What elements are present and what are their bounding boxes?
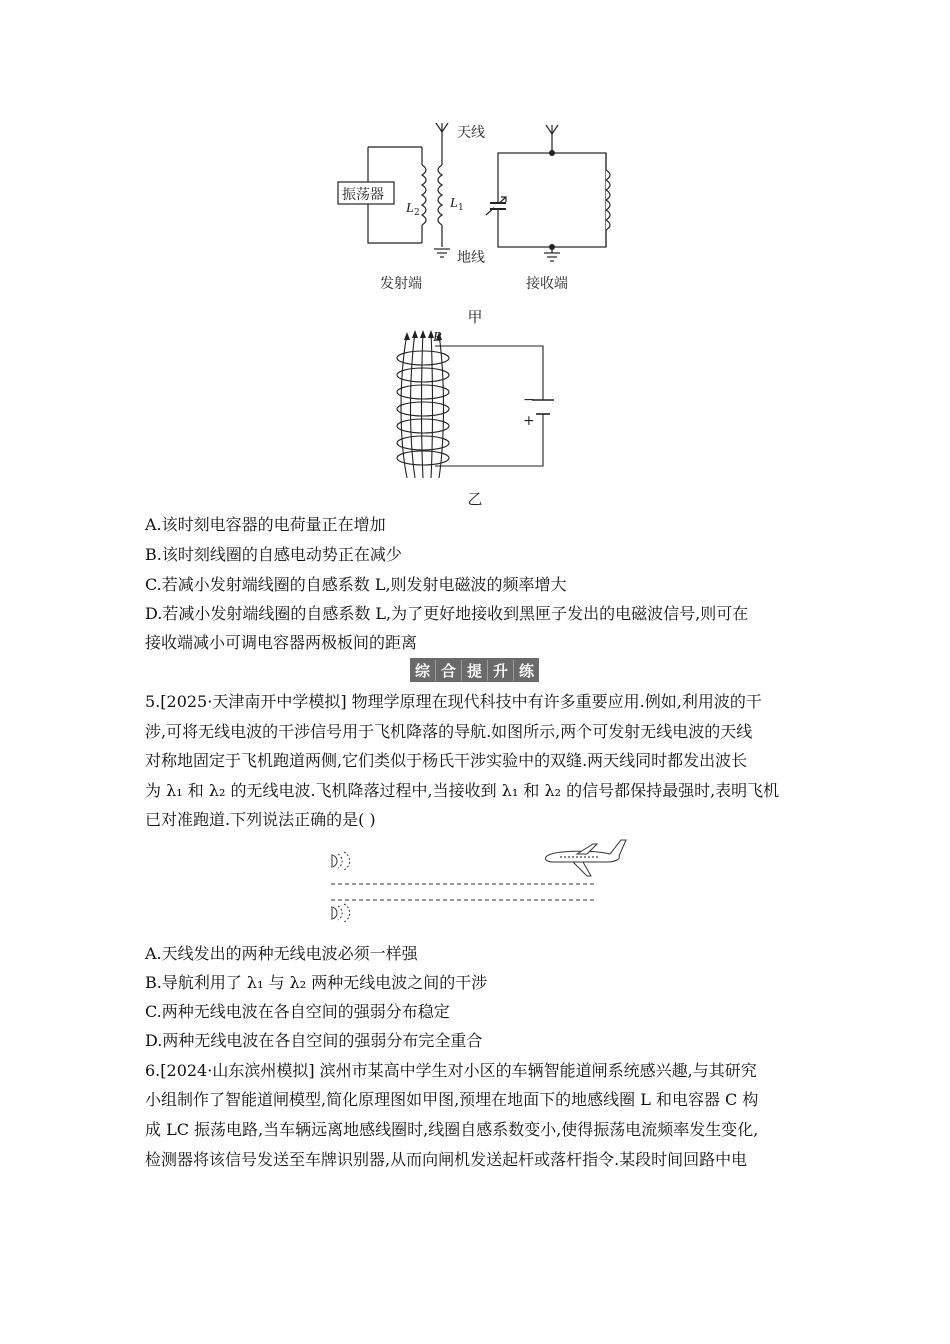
q4-option-b: B.该时刻线圈的自感电动势正在减少 — [145, 545, 402, 564]
section-banner — [410, 658, 539, 682]
figure-jia — [330, 115, 630, 305]
airplane-icon — [545, 840, 626, 876]
banner-char: 综 — [410, 660, 436, 681]
receiver-label: 接收端 — [526, 276, 568, 292]
runway-figure — [325, 832, 625, 932]
battery-minus-label: − — [523, 392, 535, 408]
figure-jia-caption: 甲 — [467, 308, 483, 326]
q5-line-5: 已对准跑道.下列说法正确的是( ) — [145, 810, 376, 829]
q4-option-d-cont: 接收端减小可调电容器两极板间的距离 — [145, 633, 418, 652]
runway-antenna-diagram — [325, 832, 625, 932]
figure-yi-caption: 乙 — [467, 490, 483, 508]
q4-option-a: A.该时刻电容器的电荷量正在增加 — [145, 515, 386, 534]
coil-l1-subscript: 1 — [458, 203, 464, 213]
coil-l2-label: L — [406, 201, 414, 216]
q6-line-4: 检测器将该信号发送至车牌识别器,从而向闸机发送起杆或落杆指令.某段时间回路中电 — [145, 1150, 748, 1169]
q5-line-2: 涉,可将无线电波的干涉信号用于飞机降落的导航.如图所示,两个可发射无线电波的天线 — [145, 722, 753, 741]
q4-option-c: C.若减小发射端线圈的自感系数 L,则发射电磁波的频率增大 — [145, 575, 567, 594]
antenna-icon — [331, 904, 350, 922]
figure-yi — [385, 328, 565, 478]
ground-label: 地线 — [457, 250, 485, 266]
q5-line-1: 5.[2025·天津南开中学模拟] 物理学原理在现代科技中有许多重要应用.例如,利用波的干 — [145, 692, 762, 711]
q5-option-c: C.两种无线电波在各自空间的强弱分布稳定 — [145, 1002, 450, 1021]
q5-line-4: 为 λ₁ 和 λ₂ 的无线电波.飞机降落过程中,当接收到 λ₁ 和 λ₂ 的信号都保持最强时,表明飞机 — [145, 781, 780, 800]
q5-line-3: 对称地固定于飞机跑道两侧,它们类似于杨氏干涉实验中的双缝.两天线同时都发出波长 — [145, 751, 748, 770]
banner-char: 练 — [518, 661, 534, 680]
battery-plus-label: + — [523, 413, 535, 429]
oscillator-label: 振荡器 — [342, 187, 384, 203]
antenna-label: 天线 — [457, 125, 485, 141]
q6-line-1: 6.[2024·山东滨州模拟] 滨州市某高中学生对小区的车辆智能道闸系统感兴趣,与其研究 — [145, 1061, 757, 1080]
banner-char: 合 — [436, 660, 462, 681]
banner-char: 提 — [462, 660, 488, 681]
coil-l2-subscript: 2 — [414, 208, 420, 218]
q5-option-b: B.导航利用了 λ₁ 与 λ₂ 两种无线电波之间的干涉 — [145, 973, 488, 992]
q6-line-2: 小组制作了智能道闸模型,简化原理图如甲图,预埋在地面下的地感线圈 L 和电容器 C 构 — [145, 1090, 759, 1109]
q5-option-d: D.两种无线电波在各自空间的强弱分布完全重合 — [145, 1031, 483, 1050]
q4-option-d: D.若减小发射端线圈的自感系数 L,为了更好地接收到黑匣子发出的电磁波信号,则可在 — [145, 604, 749, 623]
field-b-label: B — [433, 330, 442, 345]
coil-l1-label: L — [450, 196, 458, 211]
q5-option-a: A.天线发出的两种无线电波必须一样强 — [145, 944, 418, 963]
antenna-icon — [331, 852, 350, 870]
transmitter-label: 发射端 — [380, 276, 422, 292]
solenoid-circuit-diagram — [385, 328, 565, 478]
q6-line-3: 成 LC 振荡电路,当车辆远离地感线圈时,线圈自感系数变小,使得振荡电流频率发生变化, — [145, 1120, 759, 1139]
lc-transmitter-receiver-diagram — [330, 115, 630, 305]
banner-char: 升 — [488, 660, 514, 681]
